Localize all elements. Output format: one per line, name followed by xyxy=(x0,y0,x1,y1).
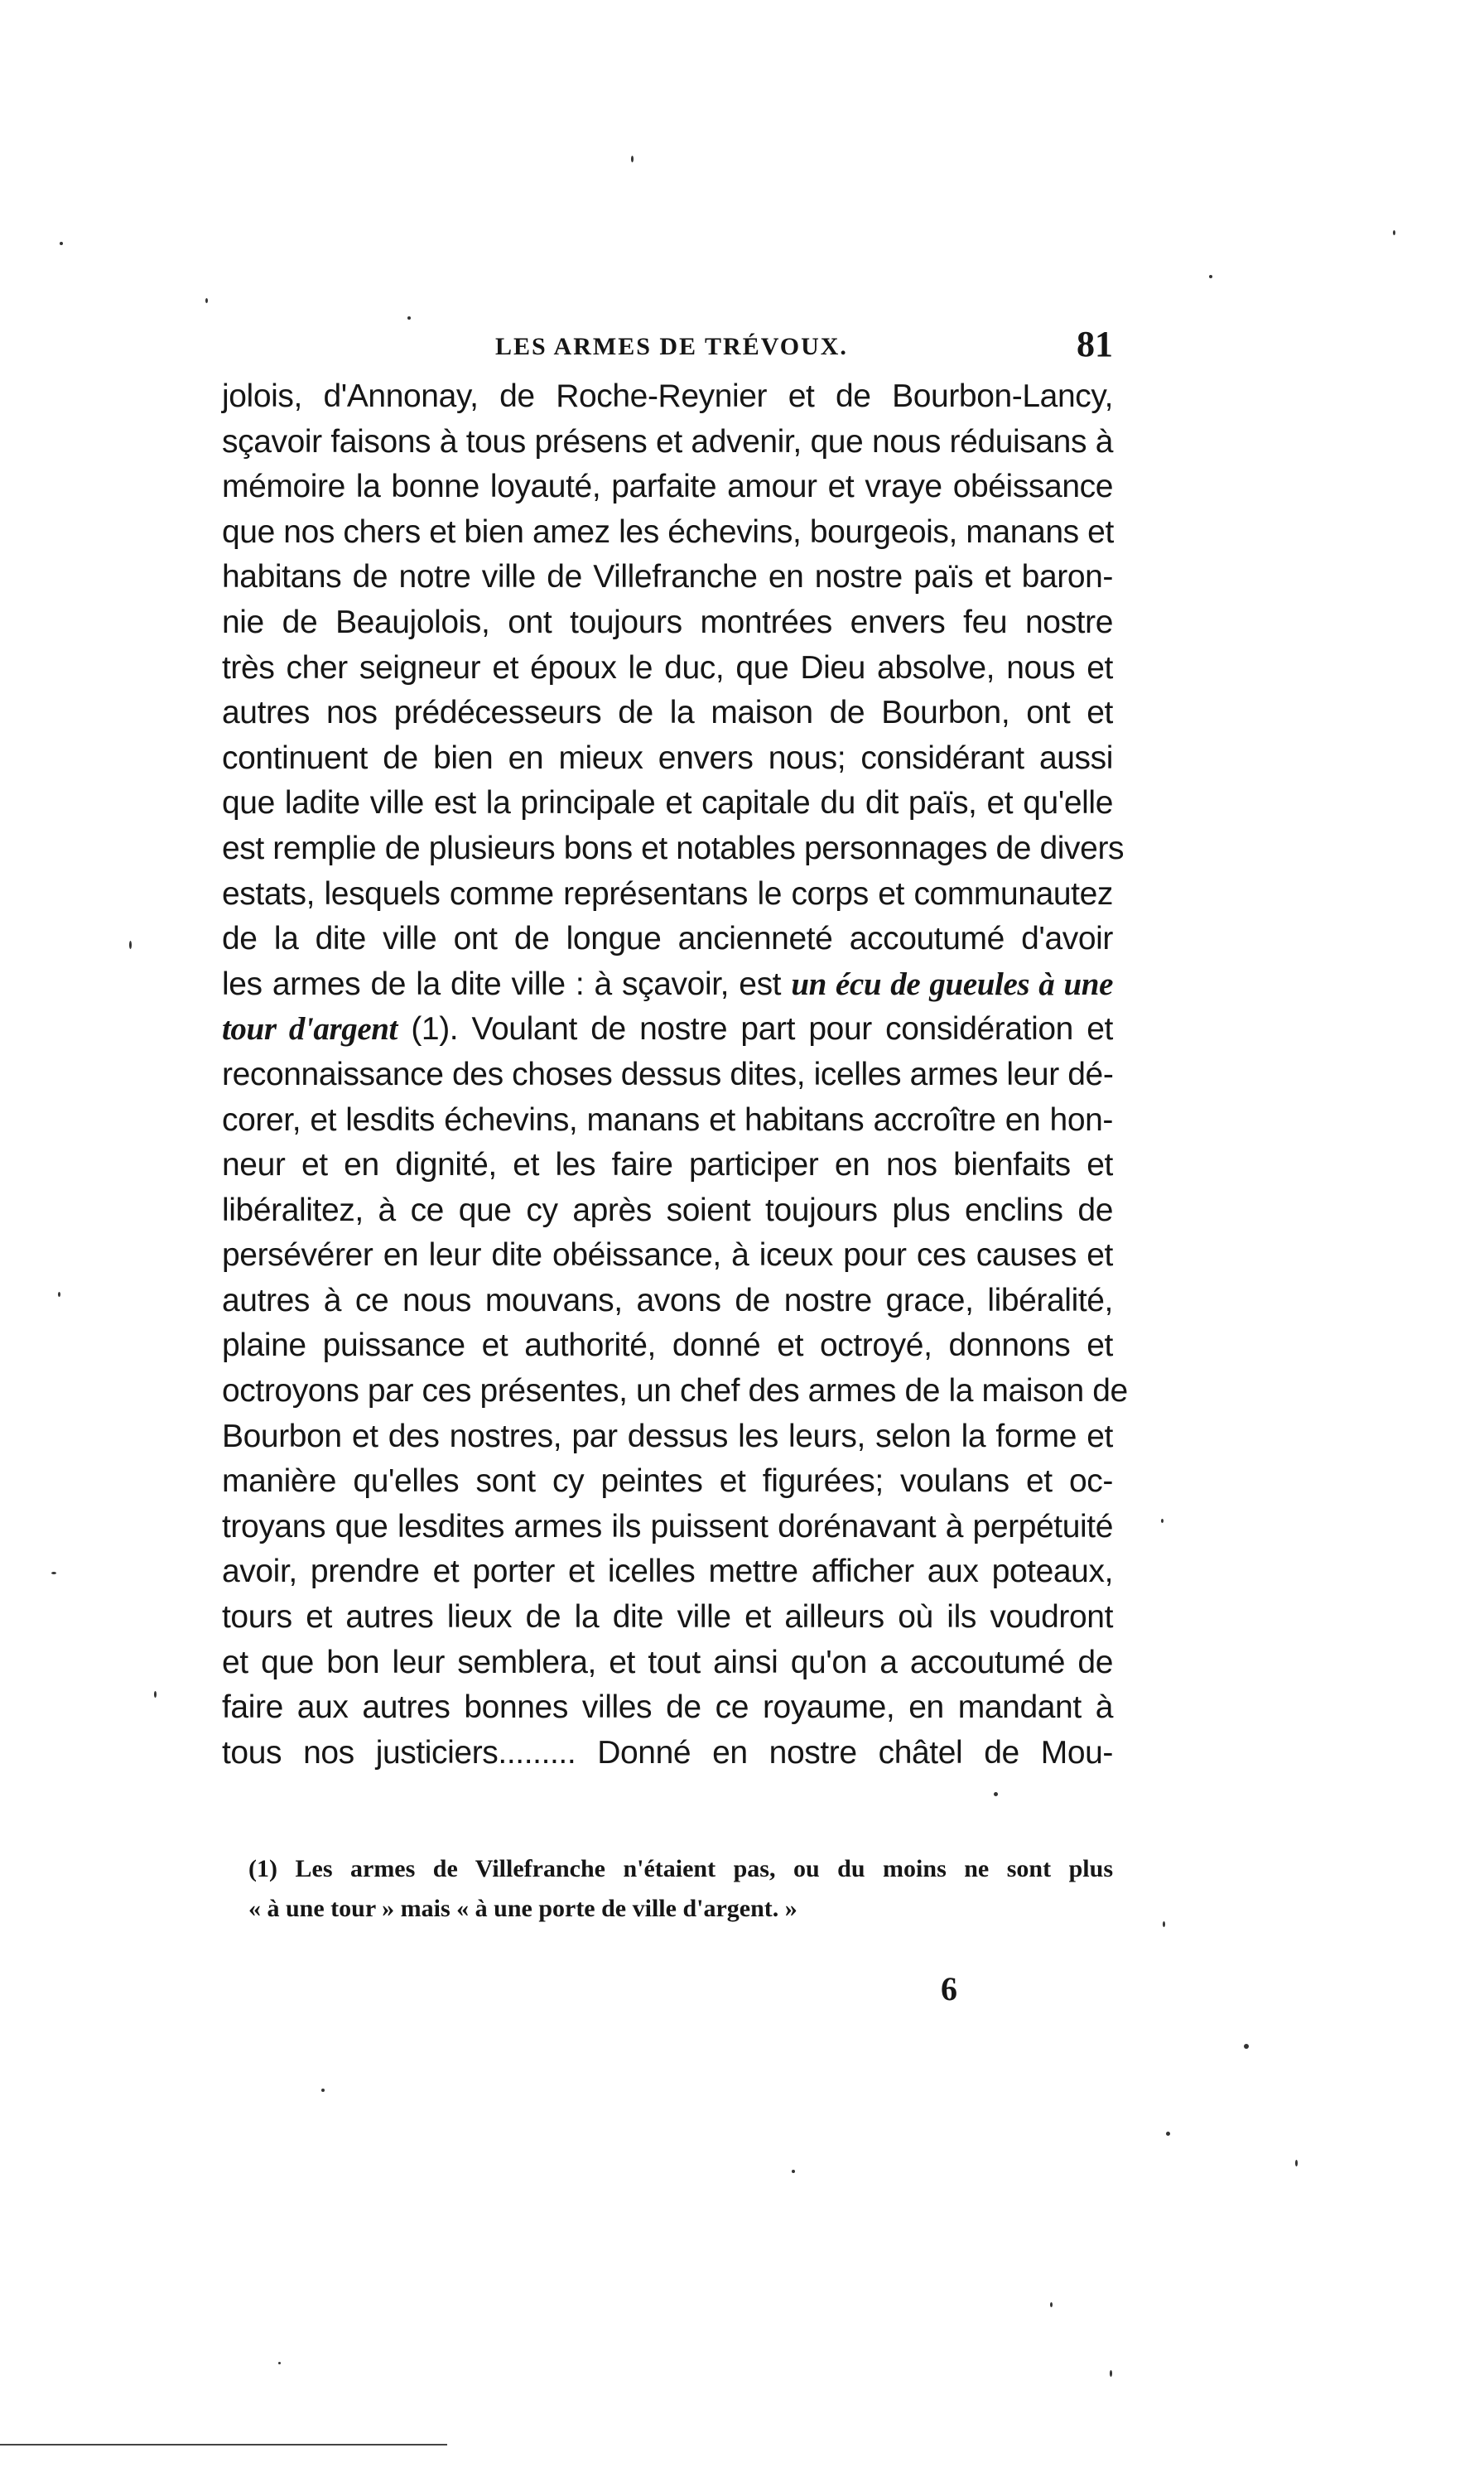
text-line: autres à ce nous mouvans, avons de nostre grace, libéralité, xyxy=(222,1282,1113,1318)
scan-speck xyxy=(1110,2370,1112,2377)
text-line: mémoire la bonne loyauté, parfaite amour et vraye obéissance xyxy=(222,469,1113,505)
scan-speck xyxy=(1209,275,1212,278)
text-line: manière qu'elles sont cy peintes et figurées; voulans et oc- xyxy=(222,1463,1113,1500)
scan-speck xyxy=(1050,2302,1053,2307)
running-title: LES ARMES DE TRÉVOUX. xyxy=(495,333,848,360)
text-line: octroyons par ces présentes, un chef des armes de la maison de xyxy=(222,1373,1128,1409)
armes-prefix: les armes de la dite ville : à sçavoir, est xyxy=(222,966,782,1002)
text-line: autres nos prédécesseurs de la maison de Bourbon, ont et xyxy=(222,695,1113,731)
text-line: jolois, d'Annonay, de Roche-Reynier et de Bourbon-Lancy, xyxy=(222,378,1113,414)
text-line: tous nos justiciers......... Donné en nostre châtel de Mou- xyxy=(222,1734,1113,1771)
text-line: que ladite ville est la principale et capitale du dit païs, et qu'elle xyxy=(222,785,1113,822)
text-line-armes xyxy=(222,962,1113,1008)
scan-speck xyxy=(631,156,634,162)
tour-italic: tour d'argent xyxy=(222,1011,398,1048)
footnote-line: « à une tour » mais « à une porte de ville d'argent. » xyxy=(248,1895,797,1922)
armes-italic: un écu de gueules à une xyxy=(791,966,1113,1002)
scan-speck xyxy=(407,316,411,320)
scan-speck xyxy=(1393,230,1395,235)
page-number: 81 xyxy=(1077,324,1113,364)
text-line: persévérer en leur dite obéissance, à iceux pour ces causes et xyxy=(222,1237,1113,1274)
scan-speck xyxy=(129,941,132,949)
text-line: faire aux autres bonnes villes de ce royaume, en mandant à xyxy=(222,1689,1113,1726)
text-line: neur et en dignité, et les faire participer en nos bienfaits et xyxy=(222,1147,1113,1183)
footnote xyxy=(248,1849,1113,1929)
scan-speck xyxy=(1295,2160,1298,2166)
text-line: est remplie de plusieurs bons et notables personnages de divers xyxy=(222,830,1125,866)
footnote-line: (1) Les armes de Villefranche n'étaient pas, ou du moins ne sont plus xyxy=(248,1855,1113,1882)
text-line: plaine puissance et authorité, donné et octroyé, donnons et xyxy=(222,1328,1113,1364)
text-line: troyans que lesdites armes ils puissent dorénavant à perpétuité xyxy=(222,1508,1113,1544)
scan-speck xyxy=(1244,2044,1249,2049)
scan-speck xyxy=(321,2089,325,2092)
scan-speck xyxy=(58,1292,60,1297)
text-line-tour xyxy=(222,1007,1113,1053)
running-head xyxy=(222,321,1113,371)
text-line: reconnaissance des choses dessus dites, icelles armes leur dé- xyxy=(222,1056,1114,1092)
text-line: corer, et lesdits échevins, manans et habitans accroître en hon- xyxy=(222,1101,1113,1138)
tour-rest: (1). Voulant de nostre part pour considération et xyxy=(411,1011,1113,1048)
scan-speck xyxy=(792,2170,795,2173)
scan-speck xyxy=(1163,1921,1165,1927)
text-line: sçavoir faisons à tous présens et advenir, que nous réduisans à xyxy=(222,423,1113,460)
text-line: libéralitez, à ce que cy après soient toujours plus enclins de xyxy=(222,1192,1113,1228)
bottom-rule xyxy=(0,2444,447,2445)
text-line: Bourbon et des nostres, par dessus les leurs, selon la forme et xyxy=(222,1418,1113,1454)
text-line: avoir, prendre et porter et icelles mettre afficher aux poteaux, xyxy=(222,1554,1113,1590)
scan-speck xyxy=(278,2362,281,2364)
text-line: estats, lesquels comme représentans le corps et communautez xyxy=(222,875,1113,912)
scan-speck xyxy=(51,1572,56,1574)
text-line: continuent de bien en mieux envers nous; considérant aussi xyxy=(222,740,1113,776)
scan-speck xyxy=(1161,1519,1164,1523)
text-line: nie de Beaujolois, ont toujours montrées envers feu nostre xyxy=(222,604,1113,640)
scan-speck xyxy=(1166,2132,1170,2136)
text-line: que nos chers et bien amez les échevins, bourgeois, manans et xyxy=(222,513,1114,550)
text-line: tours et autres lieux de la dite ville et ailleurs où ils voudront xyxy=(222,1599,1113,1636)
text-line: de la dite ville ont de longue ancienneté accoutumé d'avoir xyxy=(222,921,1113,957)
body-text xyxy=(222,374,1128,1776)
scan-speck xyxy=(205,298,208,303)
scan-speck xyxy=(60,242,63,245)
signature-mark: 6 xyxy=(941,1970,957,2007)
scan-speck xyxy=(994,1792,998,1796)
text-line: très cher seigneur et époux le duc, que Dieu absolve, nous et xyxy=(222,649,1113,686)
scan-speck xyxy=(154,1691,157,1698)
text-line: habitans de notre ville de Villefranche en nostre païs et baron- xyxy=(222,559,1113,595)
text-line: et que bon leur semblera, et tout ainsi qu'on a accoutumé de xyxy=(222,1644,1113,1680)
